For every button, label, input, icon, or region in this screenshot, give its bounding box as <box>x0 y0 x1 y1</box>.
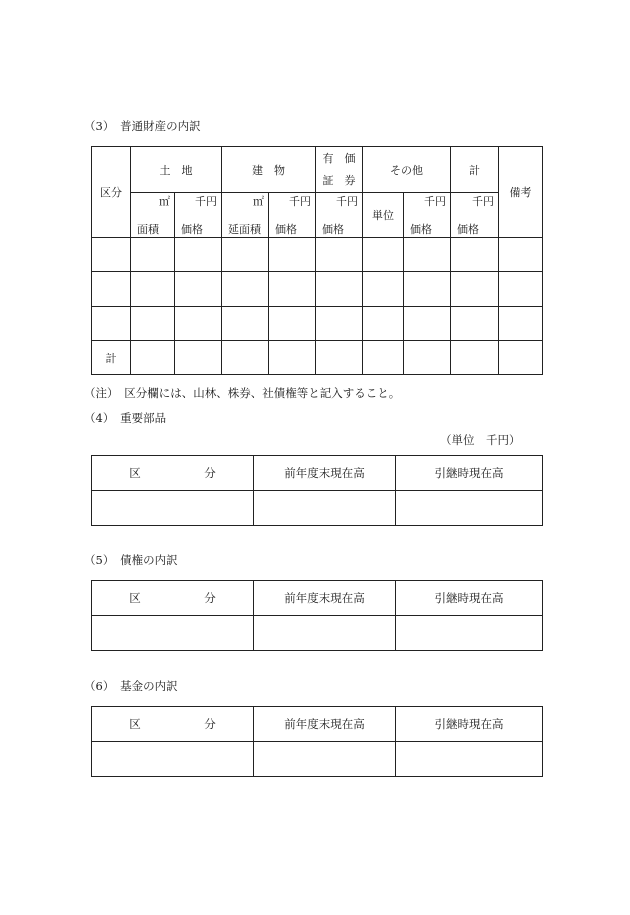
cell[interactable] <box>396 742 543 777</box>
section3-note: （注） 区分欄には、山林、株券、社債権等と記入すること。 <box>84 386 401 400</box>
sub-land-price <box>175 193 222 238</box>
cell[interactable] <box>269 307 316 341</box>
header-building: 建 物 <box>222 147 316 193</box>
cell[interactable] <box>222 307 269 341</box>
label-area-unit: ㎡ <box>159 195 170 208</box>
cell[interactable] <box>254 742 396 777</box>
cell[interactable] <box>92 491 254 526</box>
table-row <box>92 272 543 307</box>
cell[interactable] <box>499 272 543 307</box>
section4-unit: （単位 千円） <box>440 433 521 447</box>
cell[interactable] <box>396 491 543 526</box>
cell[interactable] <box>404 272 451 307</box>
cell[interactable] <box>92 307 131 341</box>
table-row <box>92 491 543 526</box>
label-floor-area: 延面積 <box>228 223 261 236</box>
total-row-label: 計 <box>92 341 131 375</box>
cell[interactable] <box>363 341 404 375</box>
header-kubun: 区 分 <box>92 456 254 491</box>
cell[interactable] <box>316 341 363 375</box>
section5-heading: （5） 債権の内訳 <box>84 553 178 567</box>
label-price-unit: 千円 <box>289 195 311 208</box>
header-handover: 引継時現在高 <box>396 707 543 742</box>
header-prev-year: 前年度末現在高 <box>254 456 396 491</box>
cell[interactable] <box>175 272 222 307</box>
cell[interactable] <box>175 307 222 341</box>
cell[interactable] <box>92 272 131 307</box>
cell[interactable] <box>92 238 131 272</box>
table-header-row <box>92 707 543 742</box>
section6-heading: （6） 基金の内訳 <box>84 679 178 693</box>
important-parts-table <box>91 455 543 526</box>
cell[interactable] <box>404 238 451 272</box>
table-row <box>92 307 543 341</box>
label-price: 価格 <box>275 223 297 236</box>
label-price-unit: 千円 <box>424 195 446 208</box>
sub-other-price <box>404 193 451 238</box>
sub-other-unit: 単位 <box>363 193 404 238</box>
cell[interactable] <box>316 272 363 307</box>
label-floor-area-unit: ㎡ <box>253 195 264 208</box>
section3-heading: （3） 普通財産の内訳 <box>84 119 201 133</box>
cell[interactable] <box>363 238 404 272</box>
table-row <box>92 238 543 272</box>
sub-total-price <box>451 193 499 238</box>
cell[interactable] <box>175 238 222 272</box>
label-price-unit: 千円 <box>195 195 217 208</box>
cell[interactable] <box>499 238 543 272</box>
sub-securities-price <box>316 193 363 238</box>
sub-building-price <box>269 193 316 238</box>
cell[interactable] <box>451 238 499 272</box>
total-row <box>92 341 543 375</box>
table-header-row <box>92 581 543 616</box>
header-other: その他 <box>363 147 451 193</box>
header-prev-year: 前年度末現在高 <box>254 581 396 616</box>
table-row <box>92 616 543 651</box>
header-prev-year: 前年度末現在高 <box>254 707 396 742</box>
cell[interactable] <box>316 238 363 272</box>
header-securities <box>316 147 363 193</box>
general-property-table <box>91 146 543 375</box>
cell[interactable] <box>269 238 316 272</box>
cell[interactable] <box>363 307 404 341</box>
cell[interactable] <box>269 272 316 307</box>
cell[interactable] <box>404 341 451 375</box>
cell[interactable] <box>254 616 396 651</box>
label-price: 価格 <box>410 223 432 236</box>
sub-building-area <box>222 193 269 238</box>
cell[interactable] <box>404 307 451 341</box>
header-total: 計 <box>451 147 499 193</box>
header-handover: 引継時現在高 <box>396 456 543 491</box>
cell[interactable] <box>222 272 269 307</box>
cell[interactable] <box>131 272 175 307</box>
cell[interactable] <box>222 238 269 272</box>
header-kubun: 区 分 <box>92 707 254 742</box>
cell[interactable] <box>131 307 175 341</box>
label-price-unit: 千円 <box>336 195 358 208</box>
cell[interactable] <box>451 272 499 307</box>
cell[interactable] <box>499 307 543 341</box>
header-remarks: 備考 <box>499 147 543 238</box>
cell[interactable] <box>92 616 254 651</box>
cell[interactable] <box>363 272 404 307</box>
sub-land-area <box>131 193 175 238</box>
cell[interactable] <box>254 491 396 526</box>
cell[interactable] <box>175 341 222 375</box>
cell[interactable] <box>222 341 269 375</box>
header-land: 土 地 <box>131 147 222 193</box>
header-securities-line1: 有 価 <box>322 151 356 165</box>
cell[interactable] <box>131 341 175 375</box>
cell[interactable] <box>92 742 254 777</box>
cell[interactable] <box>316 307 363 341</box>
label-price: 価格 <box>457 223 479 236</box>
header-securities-line2: 証 券 <box>322 173 356 187</box>
table-header-row <box>92 456 543 491</box>
cell[interactable] <box>131 238 175 272</box>
cell[interactable] <box>451 341 499 375</box>
cell[interactable] <box>451 307 499 341</box>
cell[interactable] <box>499 341 543 375</box>
cell[interactable] <box>396 616 543 651</box>
receivables-table <box>91 580 543 651</box>
label-price: 価格 <box>322 223 344 236</box>
label-area: 面積 <box>137 223 159 236</box>
section4-heading: （4） 重要部品 <box>84 411 167 425</box>
header-kubun: 区 分 <box>92 581 254 616</box>
label-price: 価格 <box>181 223 203 236</box>
label-price-unit: 千円 <box>472 195 494 208</box>
fund-table <box>91 706 543 777</box>
cell[interactable] <box>269 341 316 375</box>
header-kubun: 区分 <box>92 147 131 238</box>
table-row <box>92 742 543 777</box>
header-handover: 引継時現在高 <box>396 581 543 616</box>
